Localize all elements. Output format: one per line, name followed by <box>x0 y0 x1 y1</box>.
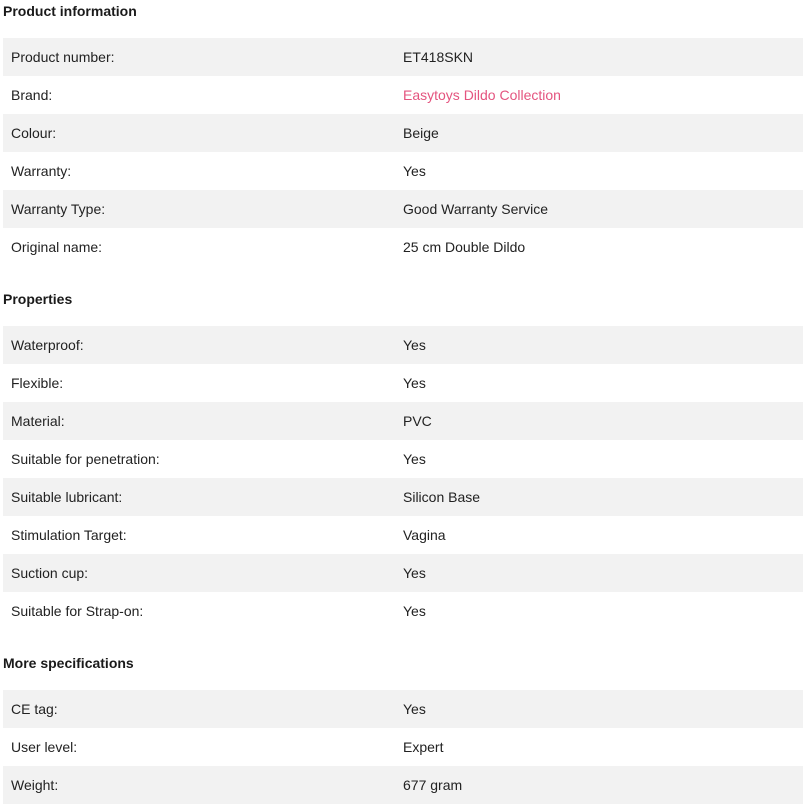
spec-value: Yes <box>403 326 803 364</box>
section-title-product-information: Product information <box>3 3 137 19</box>
product-information-table <box>3 38 803 266</box>
spec-value: Beige <box>403 114 803 152</box>
spec-label: Suction cup: <box>3 554 403 592</box>
spec-value: PVC <box>403 402 803 440</box>
spec-value: Yes <box>403 440 803 478</box>
spec-label: Flexible: <box>3 364 403 402</box>
spec-value: Expert <box>403 728 803 766</box>
spec-value: Yes <box>403 364 803 402</box>
section-title-more-specifications: More specifications <box>3 655 134 671</box>
spec-label: Warranty: <box>3 152 403 190</box>
spec-value-cell <box>403 76 803 114</box>
table-row <box>3 402 803 440</box>
spec-value: Vagina <box>403 516 803 554</box>
spec-label: Brand: <box>3 76 403 114</box>
spec-value: 25 cm Double Dildo <box>403 228 803 266</box>
table-row <box>3 76 803 114</box>
brand-link[interactable]: Easytoys Dildo Collection <box>403 87 561 103</box>
table-row <box>3 766 803 804</box>
table-row <box>3 190 803 228</box>
section-title-properties: Properties <box>3 291 73 307</box>
spec-label: Colour: <box>3 114 403 152</box>
table-row <box>3 38 803 76</box>
spec-label: Product number: <box>3 38 403 76</box>
spec-label: Suitable for penetration: <box>3 440 403 478</box>
spec-value: ET418SKN <box>403 38 803 76</box>
table-row <box>3 152 803 190</box>
spec-value: Good Warranty Service <box>403 190 803 228</box>
properties-table <box>3 326 803 630</box>
table-row <box>3 114 803 152</box>
spec-value: Yes <box>403 592 803 630</box>
table-row <box>3 516 803 554</box>
spec-label: Suitable for Strap-on: <box>3 592 403 630</box>
table-row <box>3 440 803 478</box>
table-row <box>3 728 803 766</box>
spec-value: Yes <box>403 690 803 728</box>
spec-label: CE tag: <box>3 690 403 728</box>
spec-label: Weight: <box>3 766 403 804</box>
spec-label: Waterproof: <box>3 326 403 364</box>
table-row <box>3 228 803 266</box>
spec-label: Stimulation Target: <box>3 516 403 554</box>
spec-label: Suitable lubricant: <box>3 478 403 516</box>
spec-value: Yes <box>403 152 803 190</box>
table-row <box>3 690 803 728</box>
spec-value: Yes <box>403 554 803 592</box>
table-row <box>3 478 803 516</box>
spec-value: Silicon Base <box>403 478 803 516</box>
table-row <box>3 364 803 402</box>
spec-label: User level: <box>3 728 403 766</box>
more-specifications-table <box>3 690 803 804</box>
table-row <box>3 554 803 592</box>
spec-label: Original name: <box>3 228 403 266</box>
table-row <box>3 592 803 630</box>
spec-value: 677 gram <box>403 766 803 804</box>
spec-label: Warranty Type: <box>3 190 403 228</box>
spec-label: Material: <box>3 402 403 440</box>
table-row <box>3 326 803 364</box>
